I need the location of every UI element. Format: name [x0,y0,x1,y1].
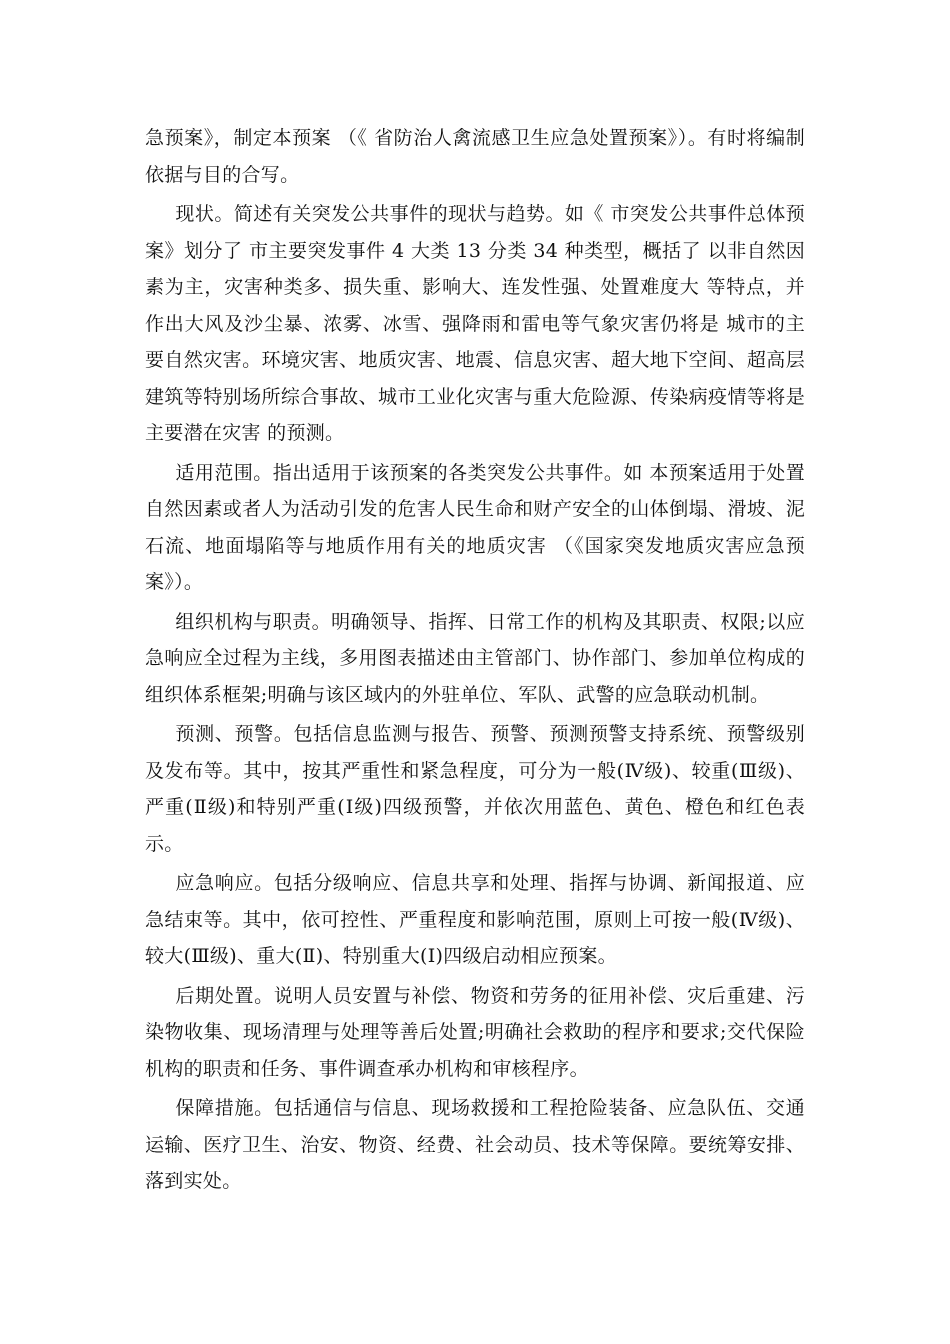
paragraph-scope: 适用范围。指出适用于该预案的各类突发公共事件。如 本预案适用于处置自然因素或者人为活动引发的危害人民生命和财产安全的山体倒塌、滑坡、泥石流、地面塌陷等与地质作用有关的地质灾害 （《国家突发地质灾害应急预案》）。 [145,461,805,593]
paragraph-compilation-basis: 急预案》，制定本预案 （《 省防治人禽流感卫生应急处置预案》）。有时将编制依据与目的合写。 [145,127,805,186]
paragraph-forecast-warning: 预测、预警。包括信息监测与报告、预警、预测预警支持系统、预警级别及发布等。其中，按其严重性和紧急程度，可分为一般(Ⅳ级)、较重(Ⅲ级)、严重(Ⅱ级)和特别严重(Ⅰ级)四级预警，并依次用蓝色、黄色、橙色和红色表示。 [145,723,805,855]
paragraph-safeguards: 保障措施。包括通信与信息、现场救援和工程抢险装备、应急队伍、交通运输、医疗卫生、治安、物资、经费、社会动员、技术等保障。要统筹安排、落到实处。 [145,1097,805,1192]
paragraph-emergency-response: 应急响应。包括分级响应、信息共享和处理、指挥与协调、新闻报道、应急结束等。其中，依可控性、严重程度和影响范围，原则上可按一般(Ⅳ级)、较大(Ⅲ级)、重大(Ⅱ)、特别重大(Ⅰ)四级启动相应预案。 [145,872,805,967]
paragraph-current-status: 现状。简述有关突发公共事件的现状与趋势。如《 市突发公共事件总体预案》划分了 市主要突发事件 4 大类 13 分类 34 种类型，概括了 以非自然因素为主，灾害种类多、损失重、影响大、连发性强、处置难度大 等特点，并作出大风及沙尘暴、浓雾、冰雪、强降雨和雷电等气象灾害仍将是 城市的主要自然灾害。环境灾害、地质灾害、地震、信息灾害、超大地下空间、超高层建筑等特别场所综合事故、城市工业化灾害与重大危险源、传染病疫情等将是主要潜在灾害 的预测。 [145,203,805,444]
paragraph-aftermath: 后期处置。说明人员安置与补偿、物资和劳务的征用补偿、灾后重建、污染物收集、现场清理与处理等善后处置;明确社会救助的程序和要求;交代保险机构的职责和任务、事件调查承办机构和审核程序。 [145,984,805,1080]
paragraph-organization: 组织机构与职责。明确领导、指挥、日常工作的机构及其职责、权限;以应急响应全过程为主线，多用图表描述由主管部门、协作部门、参加单位构成的组织体系框架;明确与该区域内的外驻单位、军队、武警的应急联动机制。 [145,610,805,706]
document-body [145,120,805,1203]
